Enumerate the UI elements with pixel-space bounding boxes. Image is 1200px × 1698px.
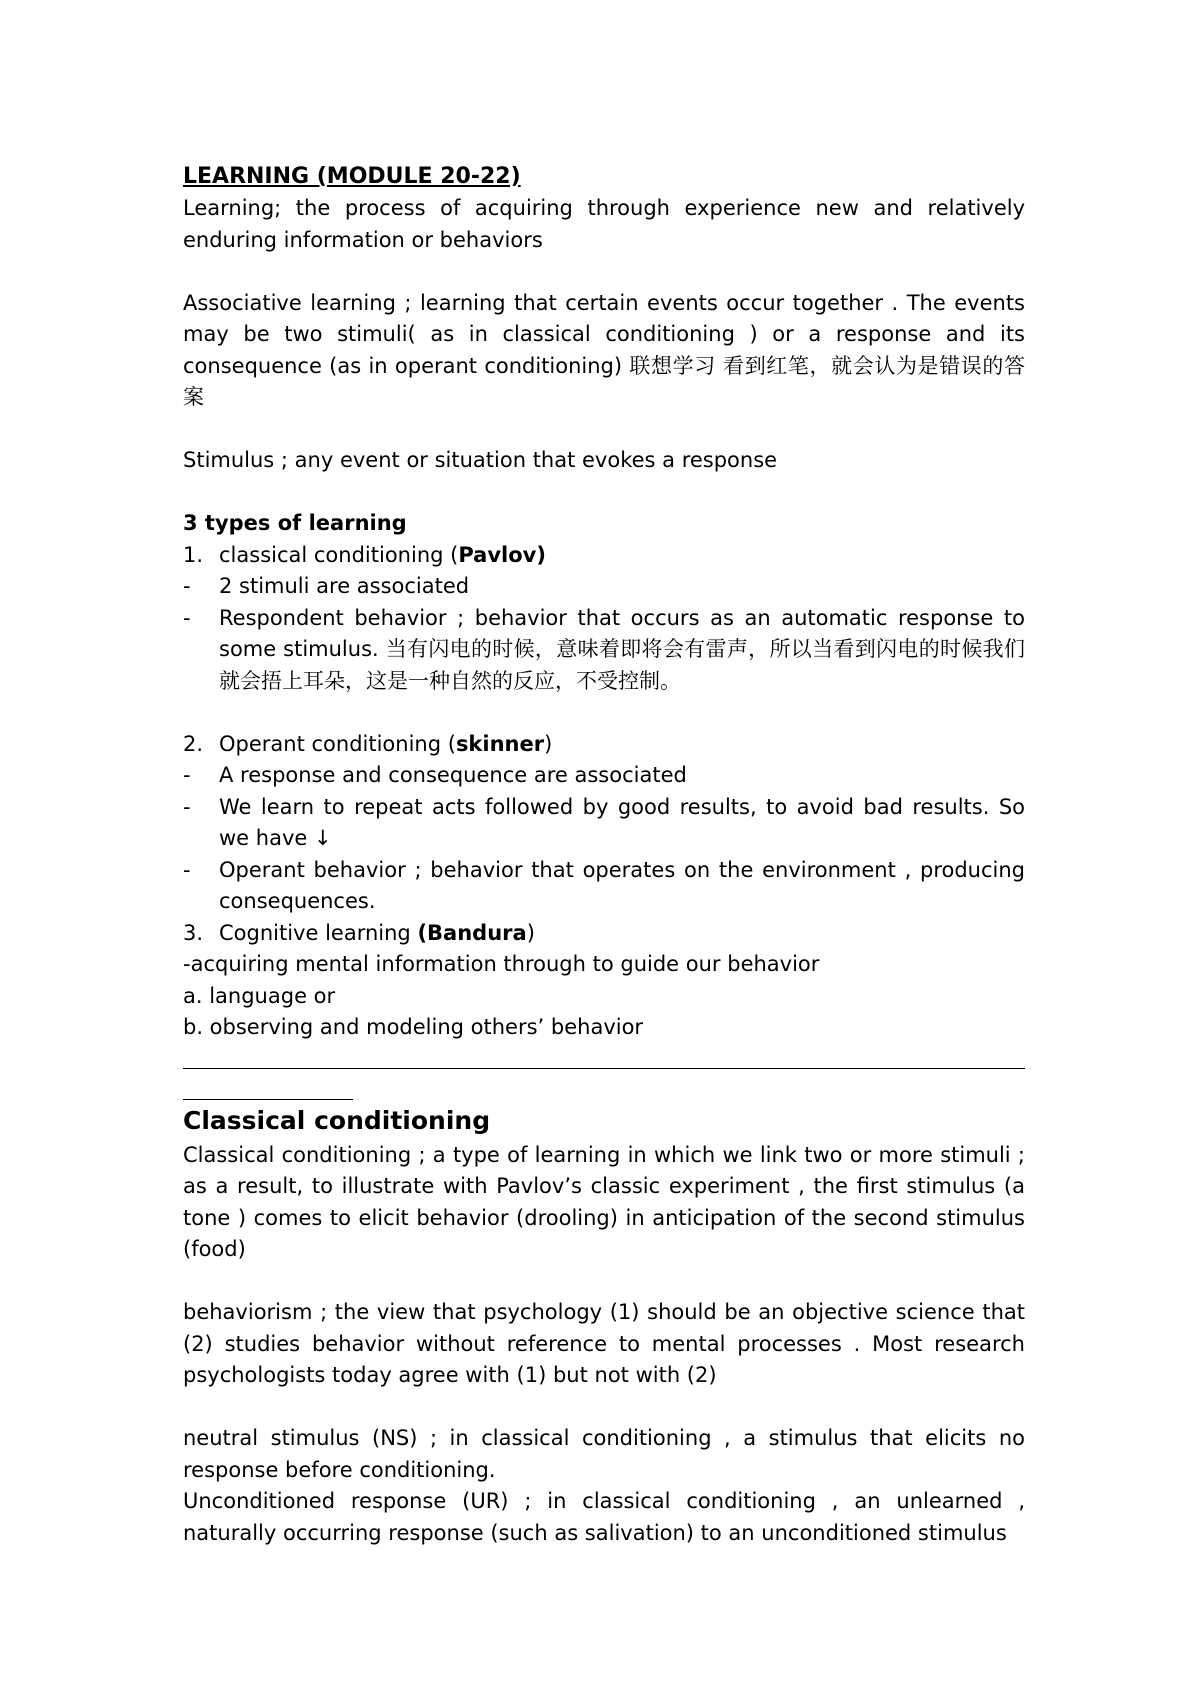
type-3-label: Cognitive learning: [219, 920, 418, 945]
associative-learning-definition: Associative learning ; learning that certain events occur together . The events may be two stimuli( as in classical conditioning ) or a response and its consequence (as in operant conditioning) 联想学习 看到红笔，就会认为是错误的答案: [183, 290, 1025, 409]
dash-marker: -: [183, 763, 191, 787]
cognitive-option-b: b. observing and modeling others’ behavior: [183, 1015, 644, 1039]
learning-definition: Learning; the process of acquiring through experience new and relatively enduring information or behaviors: [183, 196, 1025, 252]
cognitive-description: -acquiring mental information through to guide our behavior: [183, 952, 820, 976]
classical-conditioning-definition: Classical conditioning ; a type of learning in which we link two or more stimuli ; as a result, to illustrate with Pavlov’s classic experiment , the first stimulus (a tone ) comes to elicit behavior (drooling) in anticipation of the second stimulus (food): [183, 1142, 1025, 1261]
bullet-text: Operant behavior ; behavior that operates on the environment , producing consequences.: [219, 857, 1025, 913]
types-heading: 3 types of learning: [183, 511, 407, 535]
type-1-bold: Pavlov): [458, 542, 546, 567]
spacer: [183, 414, 1025, 446]
spacer: [183, 1392, 1025, 1424]
dash-marker: -: [183, 857, 191, 882]
type-2-bold: skinner: [455, 731, 545, 756]
list-item-text: [219, 918, 1025, 950]
spacer: [183, 1266, 1025, 1298]
type-3-bold: (Bandura: [417, 920, 527, 945]
cognitive-option-a: a. language or: [183, 983, 336, 1008]
list-item-text: [219, 540, 1025, 572]
dash-marker: -: [183, 794, 191, 819]
dash-marker: -: [183, 574, 191, 598]
bullet-text: A response and consequence are associated: [219, 763, 687, 787]
document-page: [183, 160, 1025, 1549]
type-2-label: Operant conditioning (: [219, 731, 456, 756]
list-number: 1.: [183, 542, 204, 567]
list-item-type-3: [183, 918, 1025, 950]
type-3-suffix: ): [526, 920, 535, 945]
bullet-item: [183, 571, 1025, 603]
section-divider-short: [183, 1099, 353, 1100]
bullet-text: 2 stimuli are associated: [219, 574, 470, 598]
list-number: 3.: [183, 920, 204, 945]
section-divider: [183, 1068, 1025, 1069]
bullet-item: [183, 760, 1025, 792]
stimulus-definition: Stimulus ; any event or situation that evokes a response: [183, 448, 778, 472]
type-1-label: classical conditioning (: [219, 542, 459, 567]
bullet-text: We learn to repeat acts followed by good results, to avoid bad results. So we have ↓: [219, 794, 1025, 850]
list-item-type-2: [183, 729, 1025, 761]
list-number: 2.: [183, 731, 204, 756]
spacer: [183, 256, 1025, 288]
bullet-item: [183, 603, 1025, 698]
bullet-item: [183, 792, 1025, 855]
behaviorism-definition: behaviorism ; the view that psychology (1) should be an objective science that (2) studies behavior without reference to mental processes . Most research psychologists today agree with (1) but not with (2): [183, 1300, 1025, 1387]
section-heading-classical: Classical conditioning: [183, 1105, 491, 1135]
list-item-text: [219, 729, 1025, 761]
document-title: LEARNING (MODULE 20-22): [183, 164, 521, 189]
type-2-suffix: ): [544, 731, 553, 756]
spacer: [183, 477, 1025, 509]
spacer: [183, 697, 1025, 729]
list-item-type-1: [183, 540, 1025, 572]
unconditioned-response-definition: Unconditioned response (UR) ; in classical conditioning , an unlearned , naturally occurring response (such as salivation) to an unconditioned stimulus: [183, 1489, 1025, 1545]
bullet-item: [183, 855, 1025, 918]
dash-marker: -: [183, 605, 191, 630]
neutral-stimulus-definition: neutral stimulus (NS) ; in classical conditioning , a stimulus that elicits no response before conditioning.: [183, 1426, 1025, 1482]
bullet-text: Respondent behavior ; behavior that occurs as an automatic response to some stimulus. 当有闪电的时候，意味着即将会有雷声，所以当看到闪电的时候我们就会捂上耳朵，这是一种自然的反应，不受控制。: [219, 605, 1025, 693]
